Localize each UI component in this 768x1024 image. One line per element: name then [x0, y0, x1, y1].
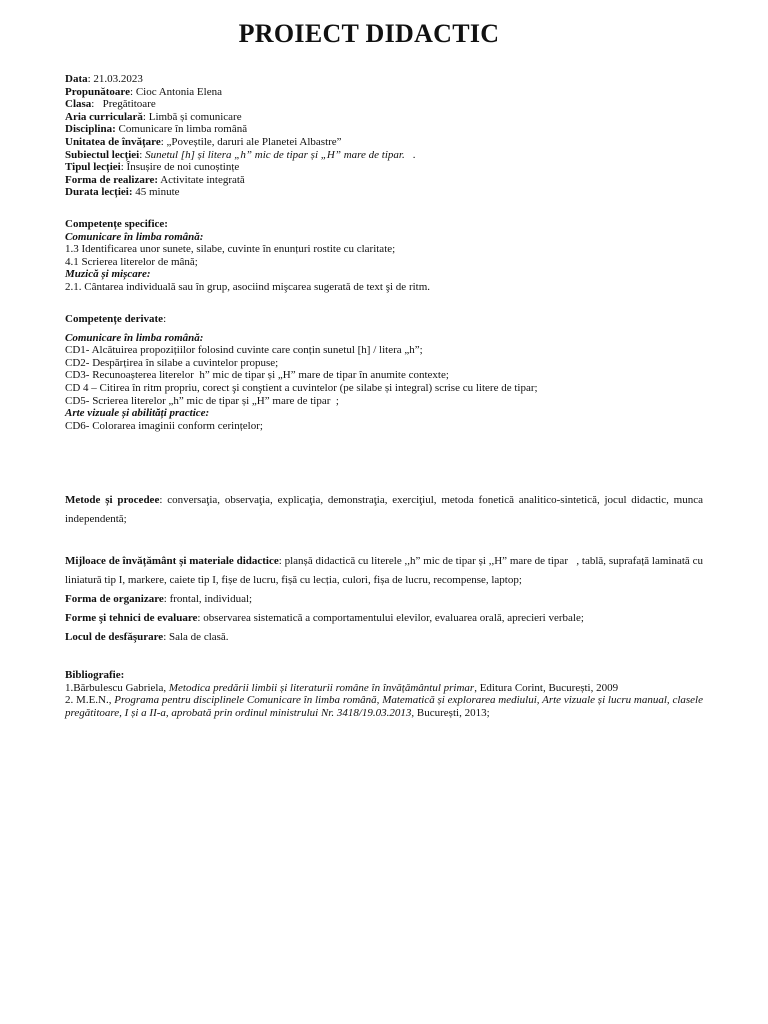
section-heading: Competențe specifice: [65, 218, 168, 230]
location: Locul de desfăşurare: Sala de clasă. [65, 631, 229, 643]
methods-paragraph: Metode și procedee: conversaţia, observaţia, explicaţia, demonstraţia, exerciţiul, metoda fonetică analitico-sintetică, jocul didactic, munca independentă; [65, 494, 703, 525]
competence-item: CD1- Alcătuirea propozițiilor folosind cuvinte care conțin sunetul [h] / litera „h”; [65, 344, 423, 357]
info-discipline: Disciplina: Comunicare în limba română [65, 123, 248, 136]
bibliography-item: 1.Bărbulescu Gabriela, Metodica predării limbii și literaturii române în învățământul primar, Editura Corint, București, 2009 [65, 681, 619, 694]
competence-item: 2.1. Cântarea individuală sau în grup, asociind mişcarea sugerată de text şi de ritm. [65, 280, 431, 293]
info-teacher: Propunătoare: Cioc Antonia Elena [65, 85, 222, 98]
subsection-heading: Comunicare în limba română: [65, 230, 204, 243]
document-title: PROIECT DIDACTIC [238, 19, 500, 48]
info-learning-unit: Unitatea de învățare: „Poveștile, daruri ale Planetei Albastre” [65, 135, 342, 148]
info-duration: Durata lecției: 45 minute [65, 186, 180, 199]
materials-paragraph: Mijloace de învățământ și materiale didactice: planșă didactică cu literele ,,h” mic de tipar și ,,H” mare de tipar , tablă, suprafață laminată cu liniatură tip I, markere, caiete tip I, fișe de lucru, fișă cu lecția, culori, fișa de lucru, recompense, laptop; Forma de organizare: frontal, individual; Forme şi tehnici de evaluare: observarea sistematică a comportamentului elevilor, evaluarea orală, aprecieri verbale; Locul de desfăşurare: Sala de clasă. [65, 552, 703, 647]
bibliography-item: 2. M.E.N., Programa pentru disciplinele Comunicare în limba română, Matematică și explorarea mediului, Arte vizuale și lucru manual, clasele [65, 694, 703, 707]
subsection-heading: Arte vizuale și abilități practice: [65, 407, 210, 420]
competence-item: CD3- Recunoașterea literelor h” mic de tipar și „H” mare de tipar în anumite contexte; [65, 369, 449, 382]
info-lesson-type: Tipul lecției: Însușire de noi cunoștințe [65, 161, 240, 174]
organization-form: Forma de organizare: frontal, individual; [65, 593, 253, 605]
info-class: Clasa: Pregătitoare [65, 98, 156, 111]
competence-item: CD2- Despărțirea în silabe a cuvintelor propuse; [65, 356, 279, 369]
info-lesson-subject: Subiectul lecției: Sunetul [h] și litera „h” mic de tipar și „H” mare de tipar. . [65, 148, 416, 161]
competence-item: CD5- Scrierea literelor „h” mic de tipar și „H” mare de tipar ; [65, 394, 339, 407]
bibliography-item-cont: pregătitoare, I și a II-a, aprobată prin ordinul ministrului Nr. 3418/19.03.2013, București, 2013; [65, 706, 490, 719]
info-form: Forma de realizare: Activitate integrată [65, 173, 245, 186]
competence-item: CD 4 – Citirea în ritm propriu, corect şi conştient a cuvintelor (pe silabe și integral) scrise cu litere de tipar; [65, 381, 538, 394]
section-heading: Competențe derivate: [65, 313, 167, 325]
bibliography [65, 669, 703, 719]
derived-competences [65, 313, 703, 432]
competence-item: CD6- Colorarea imaginii conform cerințelor; [65, 419, 263, 432]
competence-item: 4.1 Scrierea literelor de mână; [65, 255, 198, 268]
evaluation-forms: Forme şi tehnici de evaluare: observarea sistematică a comportamentului elevilor, evaluarea orală, aprecieri verbale; [65, 612, 584, 624]
subsection-heading: Comunicare în limba română: [65, 331, 204, 344]
info-date: Data: 21.03.2023 [65, 73, 143, 85]
section-heading: Bibliografie: [65, 669, 125, 681]
competence-item: 1.3 Identificarea unor sunete, silabe, cuvinte în enunțuri rostite cu claritate; [65, 243, 396, 256]
info-curricular-area: Aria curriculară: Limbă și comunicare [65, 110, 242, 123]
lesson-info [65, 73, 703, 199]
specific-competences [65, 218, 703, 294]
subsection-heading: Muzică și mișcare: [65, 268, 151, 281]
